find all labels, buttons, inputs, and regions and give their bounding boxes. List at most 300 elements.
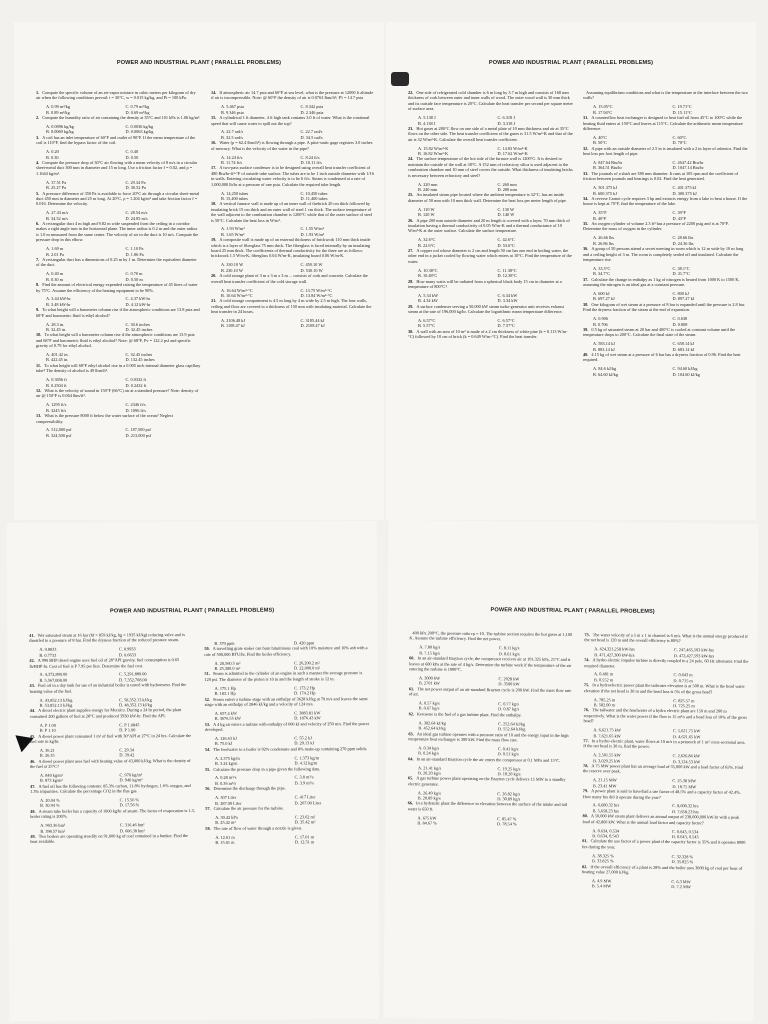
exam-page-3: [7, 521, 380, 1021]
answer-choice: D. 13.84 W/m²-°C: [300, 292, 333, 298]
question-number: 23.: [408, 125, 414, 131]
column-1: [36, 90, 201, 520]
answer-choice: A. 0.3056 ft: [46, 377, 67, 383]
question-item: [211, 115, 376, 126]
question-item: [583, 146, 748, 157]
answer-choices: [30, 722, 195, 734]
question-text: A 4 kg air enters a turbine with enthalpy of 600 kJ and velocity of 250 m/s. Find the power developed.: [204, 720, 370, 733]
question-number: 26.: [408, 217, 414, 223]
question-number: 12.: [36, 388, 42, 393]
exam-page-2: [386, 22, 756, 520]
question-number: 46.: [29, 758, 36, 764]
answer-choices: [36, 104, 201, 115]
question-number: 27.: [408, 248, 414, 254]
answer-choice: C. 450.10 W: [300, 262, 323, 268]
answer-choice: A. 12.01 m: [215, 834, 235, 840]
question-text: How many watts will be radiated from a spherical black body 15 cm in diameter at a temperature of 800°C?: [408, 278, 562, 289]
answer-choice: B. 20.20 kg/s: [417, 770, 441, 776]
answer-choices: [211, 288, 376, 299]
question-number: 25.: [408, 192, 414, 198]
question-text: 0.5 kg of saturated steam at 20 bar and 400°C is cooled at constant volume until the temperature drops to 200°C. Calculate the final state of the steam.: [583, 326, 736, 338]
answer-choice: D. 24.36 lbs: [672, 240, 694, 246]
answer-choice: B. 34.7°C: [593, 271, 611, 277]
question-number: 20.: [211, 273, 217, 279]
question-number: 42.: [29, 657, 35, 663]
answer-choice: C. 0.638: [672, 316, 688, 322]
question-text: The surface temperature of the hot side of the furnace wall is 1200°C. It is desired to maintain the outside of the wall at 38°C. A 152 mm of refractory silica is used adjacent to the combustion chamber and 10 mm of steel covers the outside. What thickness of insulating bricks is necessary between refractory and steel?: [408, 156, 573, 178]
answer-choice: A. 4.9 MW: [591, 878, 612, 884]
answer-choice: B. 25.27 Pa: [46, 185, 67, 191]
answer-choices: [408, 207, 573, 218]
answer-choice: D. 472,427,593 kW-hrs: [673, 652, 715, 659]
question-number: 14.: [211, 90, 217, 95]
answer-choice: D. 17.62 W/m²-K: [497, 151, 528, 157]
question-number: 63.: [408, 730, 414, 736]
column-1: [408, 90, 573, 520]
answer-choice: C. 6.318 J: [497, 115, 515, 121]
question-item: [409, 686, 574, 699]
question-number: 18.: [211, 201, 217, 207]
answer-choice: B. 15,400 tubes: [221, 195, 248, 201]
question-number: 73.: [584, 632, 590, 638]
question-item: [36, 282, 201, 293]
answer-choice: D. 70°C: [672, 140, 687, 146]
answer-choice: B. 0.24 kg/s: [418, 750, 439, 756]
question-item: [408, 776, 573, 789]
question-number: 6.: [36, 221, 40, 227]
answer-choices: [30, 772, 195, 784]
answer-choices: [583, 366, 748, 377]
answer-choice: A. 22.7 rad/s: [221, 129, 244, 135]
answer-choice: C. 28.66 lbs: [672, 235, 694, 241]
answer-choices: [205, 710, 370, 722]
question-item: [204, 645, 369, 657]
answer-choice: C. 8.11 kg/s: [498, 645, 520, 651]
answer-choice: B. 25,380.0 m²: [214, 665, 241, 671]
answer-choice: B. 0.67 kg/s: [418, 705, 440, 711]
answer-choice: D. 132.45 inches: [125, 357, 155, 363]
scan-blot: [391, 72, 409, 86]
answer-choice: B. 16.82 W/m²-K: [418, 151, 449, 157]
answer-choice: B. 120 W: [418, 212, 435, 218]
answer-choice: D. 280 mm: [497, 187, 517, 192]
question-text: Two boilers are operating steadily on 91,000 kg of coal contained in a bunker. Find the heat available.: [30, 833, 188, 845]
answer-choice: C. 19.25 kg/s: [497, 765, 521, 772]
answer-choices: [36, 210, 201, 221]
answer-choices: [205, 735, 370, 747]
question-item: [36, 221, 201, 243]
answer-choice: C. 19.71°C: [672, 104, 692, 110]
answer-choice: C. 55.2 kJ: [294, 735, 312, 741]
answer-choice: D. 1.93 W/m²: [300, 231, 325, 237]
question-item: [205, 825, 370, 831]
answer-choice: D. 3.9 m³/s: [294, 780, 314, 786]
answer-choice: C. 0.0036 kg/kg: [125, 124, 154, 130]
question-item: [408, 248, 573, 264]
answer-choices: [205, 755, 370, 767]
answer-choice: A. 2.375 kg/m: [214, 755, 240, 761]
answer-choice: D. 897.27 kJ: [672, 296, 695, 302]
answer-choice: D. 2.346 psia: [300, 109, 324, 115]
answer-choice: D. 39.42: [119, 752, 135, 758]
question-item: [408, 731, 573, 744]
question-item: [583, 738, 748, 751]
answer-choice: C. 0.70 m: [125, 271, 143, 277]
question-text: Compute the humidity ratio of air containing the density at 35°C and 101 kPa is 1.06 kg/m³.: [42, 115, 201, 121]
question-item: [36, 90, 201, 101]
question-text: A copper rod whose diameter is 2 cm and length 50 cm has one end in boiling water, the other end in a jacket cooled by flowing water which enters at 10°C. Find the temperature of the water.: [408, 248, 572, 264]
answer-choice: B. 3245 ft/s: [46, 407, 67, 413]
answer-choice: A. 600 kJ: [593, 291, 610, 296]
answer-choice: A. 903.36 hm²: [40, 822, 66, 828]
question-number: 10.: [36, 332, 42, 338]
answer-choice: C. 417 Liter: [294, 794, 316, 800]
answer-choice: A. 0.0096 kg/kg: [46, 124, 74, 130]
answer-choice: D. 0.69 m³/kg: [125, 109, 150, 115]
answer-choices: [36, 271, 201, 282]
answer-choices: [205, 794, 370, 806]
question-item: [30, 783, 195, 795]
question-text: Compute the pressure drop of 30°C air flowing with a mean velocity of 8 m/s in a circular sheet-metal duct 300 mm in diameter and 15 m long. Use a friction factor f = 0.02, and ρ = 1.1644 kg/m³.: [36, 159, 198, 176]
answer-choice: C. 29.34: [119, 747, 135, 753]
answer-choice: A. 126.63 kJ: [214, 735, 237, 741]
answer-choice: B. 1108.47 kJ: [221, 323, 245, 329]
question-item: [408, 90, 573, 112]
answer-choice: B. 30.94 %: [40, 803, 60, 809]
question-text: Wet saturated steam at 16 bar (hf = 859 kJ/kg, hg = 1935 kJ/kg) reducing valve and is throttled to a pressure of 8 bar. Find the dryness fraction of the reduced pressure steam.: [29, 632, 185, 644]
answer-choice: A. 175.1 Hp: [214, 685, 236, 691]
answer-choice: C. 26,200.2 m²: [293, 659, 320, 666]
question-item: [211, 201, 376, 223]
answer-choice: C. 1.373 kg/m: [294, 755, 320, 761]
answer-choices: [582, 878, 747, 891]
question-text: The tailwater and the headwater of a hydro electric plant are 150 m and 200 m respectively. What is the water power if the flow is 15 m³/s and a head loss of 10% of the gross head?: [583, 707, 747, 724]
question-number: 61.: [408, 685, 415, 692]
answer-choices: [583, 160, 748, 171]
answer-choice: A. 1.69 m: [46, 246, 64, 252]
question-item: [29, 657, 194, 669]
question-number: 34.: [583, 195, 589, 201]
question-number: 51.: [204, 671, 210, 677]
answer-choice: D. 35.825 %: [671, 859, 694, 865]
answer-choice: A. 30.42 kPa: [215, 814, 238, 820]
answer-choice: B. 5.4 MW: [591, 883, 612, 889]
page-header: POWER AND INDUSTRIAL PLANT ( PARALLEL PROBLEMS): [490, 607, 655, 615]
answer-choice: B. 75.0 kJ: [214, 741, 233, 747]
answer-choice: A. 16.64 W/m²-°C: [221, 287, 253, 293]
answer-choice: A. 84.6 kJ/kg: [593, 366, 617, 372]
answer-choices: [36, 149, 201, 160]
question-text: A cold storage plant of 3 m x 3 m x 3 m ... consists of cork and concrete. Calculate the overall heat transfer coefficient of the cold storage wall.: [211, 273, 368, 284]
answer-choice: C. 260 mm: [497, 181, 517, 187]
answer-choice: D. 3,124.53 kW: [672, 758, 701, 764]
question-text: Kerosene is the fuel of a gas turbine plant. Find the enthalpy.: [416, 711, 522, 718]
answer-choice: D. 606.38 hm²: [119, 827, 145, 833]
answer-choice: D. 32.45 inches: [125, 326, 153, 332]
page-header: POWER AND INDUSTRIAL PLANT ( PARALLEL PROBLEMS): [110, 607, 275, 615]
answer-choice: A. 0.40 m: [46, 271, 64, 277]
answer-choices: [36, 296, 201, 307]
answer-choice: D. 0.715 m: [673, 677, 693, 684]
answer-choices: [211, 155, 376, 166]
answer-choice: D. 10.11 ft/s: [300, 159, 322, 165]
answer-choice: C. 0.79 m³/kg: [125, 104, 150, 110]
question-text: In an air-standard Brayton cycle, the compressor receives air at 101.325 kPa, 21°C and it leaves at 600 kPa at the rate of 4 kg/s. Determine the turbine work if the temperature of the air entering the turbine is 1000°C.: [409, 655, 572, 672]
question-number: 19.: [211, 237, 217, 243]
answer-choices: [29, 646, 194, 658]
question-text: A cold storage compartment is 4.5 m long by 4 m wide by 2.5 m high. The four walls, ceiling and floor are covered to a thickness of 150 mm with insulating material. Calculate the heat transfer in 24 hours.: [211, 298, 372, 315]
answer-choices: [408, 237, 573, 248]
answer-choice: C. 2647.42 Btu/hr: [672, 159, 704, 165]
answer-choice: B. 32.45 in.: [46, 326, 67, 332]
question-text: One kilogram of wet steam at a pressure of 8 bar is expanded until the pressure is 2.8 bar. Find the dryness fraction of the steam at the end of expansion.: [583, 301, 746, 313]
question-item: [211, 298, 376, 314]
answer-choice: D. 0.50: [125, 154, 139, 160]
answer-choice: A. 26.49 kg/s: [417, 790, 441, 796]
question-item: [36, 191, 201, 207]
answer-choice: C. 0.643 m: [673, 672, 693, 678]
answer-choices: [30, 697, 195, 709]
answer-choice: D. 24.85 m/s: [125, 215, 148, 221]
question-text: A pipe 200 mm outside diameter and 20 m length is covered with a layer, 70 mm thick of insulation having a thermal conductivity of 0.05 W/m-K and a thermal conductance of 10 W/m²-K at the outer surface. Calculate the surface temperature.: [408, 217, 570, 234]
answer-choice: B. 364.51 Btu/hr: [593, 165, 622, 171]
answer-choice: A. 220 mm: [418, 181, 438, 187]
answer-choice: C. P 1.0845: [119, 721, 140, 728]
answer-choice: D. 18.20 kg/s: [497, 771, 521, 777]
question-text: If atmospheric air 14.7 psia and 60°F at sea level, what is the pressure at 12000 ft altitude if air is incompressible. Note: @ 60°F the density of air is 0.0763 lbm/ft³; P1 = 14.7 psia: [211, 90, 374, 101]
answer-choice: B. 10.48°C: [418, 273, 438, 279]
answer-choice: B. 3676.55 kW: [214, 716, 242, 722]
answer-choice: A. 840 kg/m³: [40, 772, 63, 778]
question-text: A 990 BHP diesel engine uses fuel oil of 28°API gravity, fuel consumption is 0.65 lb/BHP-hr. Cost of fuel is P 7.95 per liter. Determine the fuel cost.: [29, 657, 180, 669]
question-item: [409, 655, 574, 673]
answer-choice: B. 240 mm: [418, 187, 438, 192]
answer-choices: [205, 775, 370, 787]
question-number: 15.: [211, 115, 217, 121]
answer-choices: [583, 316, 748, 327]
answer-choice: D. 30.89 kg/s: [497, 796, 521, 802]
question-item: [30, 833, 195, 845]
answer-choice: A. 20,560.5 m²: [214, 660, 241, 666]
answer-choice: C. 316.46 hm²: [119, 822, 145, 828]
answer-choice: D. 530.10 W: [300, 267, 323, 273]
answer-choices: [36, 377, 201, 388]
answer-choice: A. 401.42 in.: [46, 352, 69, 358]
answer-choice: A. 14.24 ft/s: [221, 154, 243, 160]
answer-choice: D. 267.00 Liter: [294, 799, 322, 806]
answer-choice: A. 5.34 kW: [418, 292, 439, 298]
answer-choices: [583, 185, 748, 196]
answer-choice: C. 0.41 kg/s: [497, 746, 519, 752]
answer-choice: B. 23.41 MW: [592, 782, 617, 789]
answer-choices: [29, 671, 194, 683]
answer-choice: B. 0.30 m: [46, 276, 63, 282]
question-number: 8.: [36, 282, 40, 288]
answer-choice: C. 247,465,503 kW-hrs: [673, 647, 715, 653]
question-text: Water (ρ = 62.4 lbm/ft³) is flowing through a pipe. A pitot-static gage registers 3.0 inches of mercury. What is the velocity of the water in the pipe?: [211, 140, 373, 151]
answer-choice: A. 40°C: [593, 134, 608, 140]
answer-choice: B. 53,852.13 kJ/kg: [39, 702, 73, 708]
answer-choice: D. 31.7°C: [672, 271, 690, 277]
answer-choice: A. 20.04 %: [40, 797, 60, 803]
question-number: 36.: [583, 246, 589, 252]
answer-choice: C. 3883.81 kW: [294, 710, 321, 716]
answer-choice: B. 9.346 psia: [221, 109, 244, 115]
question-item: [36, 257, 201, 268]
answer-choice: D. 4,621.65 kW: [672, 733, 701, 739]
question-text: An insulated steam pipe located where the ambient temperature is 32°C, has an inside diameter of 50 mm with 10 mm thick wall. Determine the heat loss per meter length of pipe.: [408, 192, 567, 203]
answer-choice: B. 22.6°C: [418, 242, 436, 248]
answer-choice: A. 6,600.32 hrs: [592, 802, 620, 808]
question-number: 9.: [36, 307, 40, 313]
answer-choice: C. 8.24 ft/s: [300, 154, 320, 160]
answer-choices: [408, 268, 573, 279]
answer-choice: A. 10.38°C: [418, 267, 438, 273]
question-text: A travelling grate stoker can burn bituminous coal with 10% moisture and 10% ash with a rate of 500,000 BTU/hr. Find the boiler efficiency.: [204, 645, 368, 657]
answer-choice: D. 1047.14 Btu/hr: [672, 165, 704, 171]
question-item: [583, 708, 748, 726]
question-text: A 50,000 kW steam plant delivers an annual output of 238,000,000 kW-hr with a peak load of 42,860 kW. What is the annual load factor and capacity factor?: [582, 813, 740, 826]
answer-choice: C. 8,600.32 hrs: [672, 803, 699, 809]
question-item: [204, 631, 369, 637]
answer-choice: D. 104.60 kJ/kg: [672, 371, 700, 377]
question-text: A gas turbine power plant operating on the Brayton cycle delivers 15 MW to a standby electric generator.: [407, 775, 566, 787]
question-text: What is the pressure 8000 ft below the water surface of the ocean? Neglect compressibility.: [36, 413, 174, 424]
answer-choice: B. 183.1 Hp: [214, 690, 236, 697]
answer-choice: D. 0.87 kg/s: [498, 706, 520, 712]
answer-choices: [211, 318, 376, 329]
question-number: 37.: [583, 276, 589, 282]
answer-choice: A. 0.634, 0.534: [592, 827, 620, 834]
answer-choice: D. 300.375 kJ: [672, 190, 697, 196]
question-text: A counterflow heat exchanger is designed to heat fuel oil from 45°C to 100°C while the heating fluid enters at 150°C and leaves at 115°C. Calculate the arithmetic mean temperature difference.: [583, 115, 743, 131]
answer-choice: B. 64.60 kJ/kg: [593, 371, 619, 377]
question-text: A reverse Carnot cycle requires 3 hp and extracts energy from a lake to heat a house. If the house is kept at 70°F, find the temperature of the lake.: [583, 195, 748, 207]
question-text: 4.15 kg of wet steam at a pressure of 6 bar has a dryness fraction of 0.96. Find the heat required.: [583, 352, 741, 363]
answer-choice: A. 5.467 psia: [221, 104, 244, 110]
answer-choice: D. 4.12 kW-hr: [125, 301, 151, 307]
answer-choice: A. 3.44 kW-hr: [46, 296, 71, 302]
question-text: A diesel power plant consumed 1 m³ of fuel with 30°API at 27°C in 24 hrs. Calculate the fuel rate in kg/hr.: [29, 732, 192, 744]
answer-choice: B. 3,029.25 kW: [593, 757, 621, 764]
answer-choice: C. 94.60 kJ/kg: [672, 366, 698, 372]
answer-choice: D. 0.6633: [118, 652, 136, 658]
question-number: 29.: [408, 303, 414, 309]
column-2: [580, 632, 749, 1022]
answer-choice: B. 600.375 kJ: [593, 190, 617, 196]
answer-choice: A. 847.64 Btu/hr: [593, 159, 623, 165]
question-number: 45.: [29, 733, 36, 739]
answer-choice: C. 252.64 kJ/kg: [497, 720, 526, 727]
answer-choice: A. 21.15 MW: [592, 777, 617, 783]
question-item: [30, 808, 195, 820]
question-text: Hot gases at 280°C flow on one side of a metal plate of 10 mm thickness and air at 35°C flows on the other side. The heat transfer coefficient of the gases is 31.5 W/m²-K and that of the air is 32 W/m²-K. Calculate the overall heat transfer coefficient.: [408, 125, 573, 142]
answer-choice: A. 26.66 lbs: [593, 235, 615, 241]
column-1: [405, 630, 574, 1020]
question-text: A hydro electric impulse turbine is directly coupled to a 24 pole, 60 Hz alternator. Find the required diameter.: [584, 657, 749, 668]
question-text: A fuel oil has the following contents: 85.3% carbon, 11.8% hydrogen, 1.6% oxygen, and 1.3% impurities. Calculate the percentage CO2 in the flue gas.: [30, 782, 191, 795]
question-item: [36, 115, 201, 120]
answer-choice: C. 13.75 W/m²-°C: [300, 287, 333, 293]
answer-choice: C. 6.3 MW: [671, 878, 691, 885]
question-item: [211, 165, 376, 187]
question-item: [36, 332, 201, 348]
question-item: [583, 277, 748, 288]
question-number: 7.: [36, 256, 40, 262]
answer-choice: D. 34.5 rad/s: [300, 134, 323, 140]
answer-choice: C. 970 kg/m³: [119, 772, 143, 778]
question-number: 55.: [204, 766, 211, 772]
answer-choice: C. 1.10 Pa: [125, 246, 144, 252]
answer-choice: D. 940 kg/m³: [119, 777, 143, 783]
answer-choice: A. 0.20: [46, 149, 59, 155]
answer-choice: C. 60°C: [672, 134, 687, 140]
question-item: [30, 758, 195, 770]
answer-choice: B. 0.0069 kg/kg: [46, 129, 74, 135]
answer-choice: D. 0.2432 ft: [125, 382, 147, 388]
answer-choice: B. 0.2504 ft: [46, 382, 67, 388]
question-number: 1.: [36, 90, 40, 95]
answer-choice: B. 0.89 m³/kg: [46, 109, 70, 115]
answer-choice: D. 7,352,768.00: [119, 677, 147, 683]
question-text: Calculate the change in enthalpy as 1 kg of nitrogen is heated from 1000 K to 1500 K, assuming the nitrogen is an ideal gas at a constant pressure.: [583, 276, 740, 288]
question-item: [583, 788, 748, 801]
answer-choice: C. 3.8 m³/s: [294, 774, 314, 780]
answer-choice: D. 78.54 %: [496, 821, 517, 827]
answer-choice: A. 0.906: [593, 316, 608, 322]
question-text: To what height will a barometer column rise if the atmospheric conditions are 13.9 psia and 68°F and barometric fluid is ethyl alcohol? Note: @ 68°F, Pv = 122.2 psf and specific gravity of 0.79 for ethyl alcohol.: [36, 332, 195, 349]
question-number: 76.: [583, 707, 590, 713]
answer-choice: B. 5,567,008.00: [39, 677, 68, 683]
answer-choices: [583, 104, 748, 115]
answer-choice: B. 873 kg/m³: [40, 778, 63, 784]
question-item: [408, 279, 573, 290]
answer-choice: D. 0.808: [672, 321, 688, 327]
question-item: [408, 156, 573, 178]
answer-choice: D. 12.51 m: [294, 839, 315, 845]
answer-choices: [408, 182, 573, 193]
question-text: A cylindrical 1 ft diameter, 4 ft high tank contains 3.0 ft of water. What is the rotational speed that will cause water to spill out the top?: [211, 115, 370, 126]
question-text: A vertical furnace wall is made up of an inner wall of firebrick 20 cm thick followed by insulating brick 15 cm thick and an outer wall of steel 1 cm thick. The surface temperature of the wall adjacent to the combustion chamber is 1200°C while that of the outer surface of steel is 50°C. Calculate the heat loss in W/m².: [211, 201, 373, 223]
answer-choice: B. 10.64 W/m²-°C: [221, 292, 253, 298]
answer-choice: A. 0.481 m: [593, 671, 614, 677]
answer-choice: C. 29.34 Pa: [125, 179, 146, 185]
answer-choice: A. 3000 kW: [418, 675, 441, 681]
answer-choice: B. 398.57 hm²: [40, 828, 66, 834]
question-item: [205, 766, 370, 772]
answer-choice: B. 11.74 ft/s: [221, 159, 243, 165]
question-text: In a hydraulic plant the difference in elevation between the surface of the intake and tail water is 650 ft.: [407, 800, 568, 812]
question-number: 24.: [408, 156, 414, 162]
column-2: [583, 90, 748, 520]
question-number: 11.: [36, 362, 42, 368]
answer-choice: B. 0.634, 0.543: [592, 833, 619, 839]
answer-choice: A. 27.43 m/s: [46, 210, 69, 216]
question-text: What is the velocity of sound in 150°F (66°C) air at a standard pressure? Note: density of air @ 150°F is 0.064 lbm/ft³.: [36, 388, 199, 399]
question-text: A pressure difference of 350 Pa is available to force 20°C air through a circular sheet-metal duct 450 mm in diameter and 25 m long. At 20°C, ρ = 1.204 kg/m³ and take friction factor f = 0.016. Determine the velocity.: [36, 190, 200, 207]
answer-choices: [407, 815, 572, 828]
answer-choice: A. 7.80 kg/s: [419, 644, 441, 650]
answer-choice: A. 2106.48 kJ: [221, 318, 246, 324]
answer-choice: B. 883.14 kJ: [593, 346, 615, 352]
answer-choices: [36, 322, 201, 333]
question-item: [205, 785, 370, 791]
answer-choice: A. 6.57°C: [418, 318, 436, 324]
question-number: 79.: [582, 788, 589, 794]
answer-choices: [30, 822, 195, 834]
answer-choice: C. 11.38°C: [497, 267, 517, 273]
question-item: [584, 657, 749, 670]
